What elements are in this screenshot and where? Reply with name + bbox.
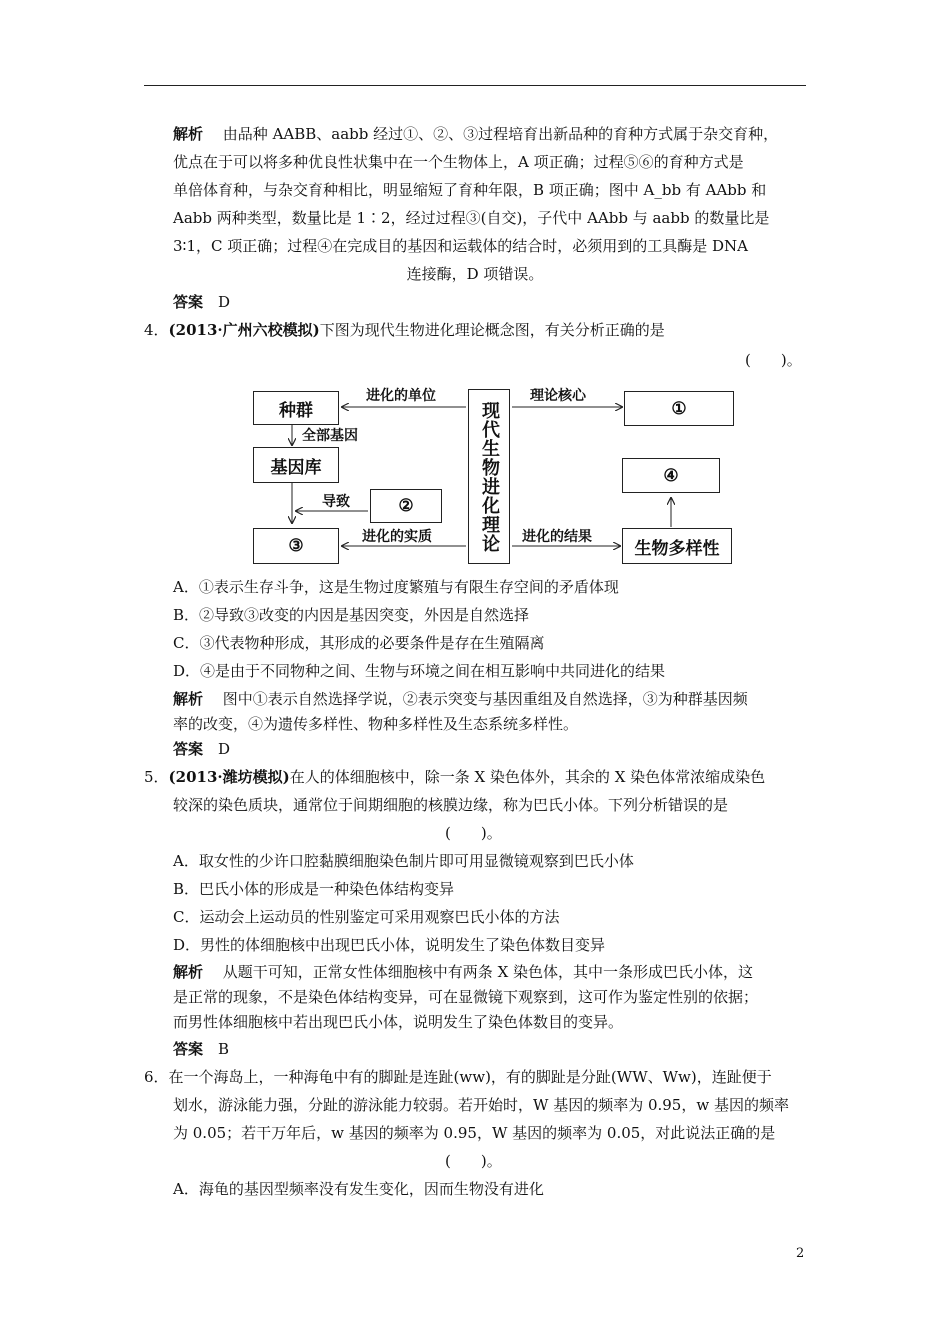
center-theory-box: 现代生物进化理论 bbox=[468, 389, 510, 564]
q4-analysis-line1: 解析 图中①表示自然选择学说，②表示突变与基因重组及自然选择，③为种群基因频 bbox=[173, 690, 748, 708]
q5-analysis-line3: 而男性体细胞核中若出现巴氏小体，说明发生了染色体数目的变异。 bbox=[173, 1013, 624, 1031]
unit-label: 进化的单位 bbox=[366, 388, 436, 404]
box-1: ① bbox=[624, 391, 734, 426]
q4-bracket: ( )。 bbox=[745, 351, 802, 369]
q6-stem-line2: 划水，游泳能力强，分趾的游泳能力较弱。若开始时，W 基因的频率为 0.95，w 基因的频率 bbox=[173, 1096, 789, 1114]
analysis3-line3: 单倍体育种，与杂交育种相比，明显缩短了育种年限，B 项正确；图中 A_bb 有 AAbb 和 bbox=[173, 181, 767, 199]
box-4: ④ bbox=[622, 458, 720, 493]
answer3: 答案 D bbox=[173, 293, 231, 311]
analysis3-line6: 连接酶，D 项错误。 bbox=[406, 265, 544, 283]
result-label: 进化的结果 bbox=[522, 529, 592, 545]
population-box: 种群 bbox=[253, 391, 339, 425]
all-genes-label: 全部基因 bbox=[302, 428, 358, 444]
q4-option-b: B．②导致③改变的内因是基因突变，外因是自然选择 bbox=[173, 606, 530, 624]
header-rule bbox=[144, 85, 806, 86]
q6-bracket: ( )。 bbox=[445, 1152, 502, 1170]
diversity-box: 生物多样性 bbox=[622, 528, 732, 564]
box-3: ③ bbox=[253, 528, 339, 564]
q5-analysis-line2: 是正常的现象，不是染色体结构变异，可在显微镜下观察到，这可作为鉴定性别的依据； bbox=[173, 988, 759, 1006]
q4-answer: 答案 D bbox=[173, 740, 231, 758]
page-number: 2 bbox=[796, 1246, 805, 1261]
evolution-concept-diagram bbox=[250, 383, 750, 568]
gene-pool-box: 基因库 bbox=[253, 447, 339, 483]
q5-option-c: C．运动会上运动员的性别鉴定可采用观察巴氏小体的方法 bbox=[173, 908, 560, 926]
q4-option-d: D．④是由于不同物种之间、生物与环境之间在相互影响中共同进化的结果 bbox=[173, 662, 666, 680]
q4-option-a: A．①表示生存斗争，这是生物过度繁殖与有限生存空间的矛盾体现 bbox=[173, 578, 619, 596]
analysis3-line1: 解析 由品种 AABB、aabb 经过①、②、③过程培育出新品种的育种方式属于杂交育种， bbox=[173, 125, 779, 143]
core-label: 理论核心 bbox=[530, 388, 586, 404]
q5-stem-line2: 较深的染色质块，通常位于间期细胞的核膜边缘，称为巴氏小体。下列分析错误的是 bbox=[173, 796, 729, 814]
q4-option-c: C．③代表物种形成，其形成的必要条件是存在生殖隔离 bbox=[173, 634, 545, 652]
essence-label: 进化的实质 bbox=[362, 529, 432, 545]
lead-label: 导致 bbox=[322, 494, 350, 510]
q6-stem-line3: 为 0.05；若干万年后，w 基因的频率为 0.95，W 基因的频率为 0.05，对此说法正确的是 bbox=[173, 1124, 776, 1142]
q5-answer: 答案 B bbox=[173, 1040, 230, 1058]
q4-analysis-line2: 率的改变，④为遗传多样性、物种多样性及生态系统多样性。 bbox=[173, 715, 579, 733]
q5-option-a: A．取女性的少许口腔黏膜细胞染色制片即可用显微镜观察到巴氏小体 bbox=[173, 852, 634, 870]
q5-option-d: D．男性的体细胞核中出现巴氏小体，说明发生了染色体数目变异 bbox=[173, 936, 606, 954]
q5-stem-line1: 5．(2013·潍坊模拟)在人的体细胞核中，除一条 X 染色体外，其余的 X 染色体常浓缩成染色 bbox=[144, 768, 766, 786]
q5-analysis-line1: 解析 从题干可知，正常女性体细胞核中有两条 X 染色体，其中一条形成巴氏小体，这 bbox=[173, 963, 754, 981]
q4-stem: 4．(2013·广州六校模拟)下图为现代生物进化理论概念图，有关分析正确的是 bbox=[144, 321, 665, 339]
q5-bracket: ( )。 bbox=[445, 824, 502, 842]
box-2: ② bbox=[370, 489, 442, 523]
analysis3-line2: 优点在于可以将多种优良性状集中在一个生物体上，A 项正确；过程⑤⑥的育种方式是 bbox=[173, 153, 744, 171]
q6-option-a: A．海龟的基因型频率没有发生变化，因而生物没有进化 bbox=[173, 1180, 544, 1198]
q6-stem-line1: 6．在一个海岛上，一种海龟中有的脚趾是连趾(ww)，有的脚趾是分趾(WW、Ww)，连趾便于 bbox=[144, 1068, 772, 1086]
analysis3-line4: Aabb 两种类型，数量比是 1∶2，经过过程③(自交)，子代中 AAbb 与 aabb 的数量比是 bbox=[173, 209, 770, 227]
analysis3-line5: 3∶1，C 项正确；过程④在完成目的基因和运载体的结合时，必须用到的工具酶是 DNA bbox=[173, 237, 748, 255]
q5-option-b: B．巴氏小体的形成是一种染色体结构变异 bbox=[173, 880, 455, 898]
